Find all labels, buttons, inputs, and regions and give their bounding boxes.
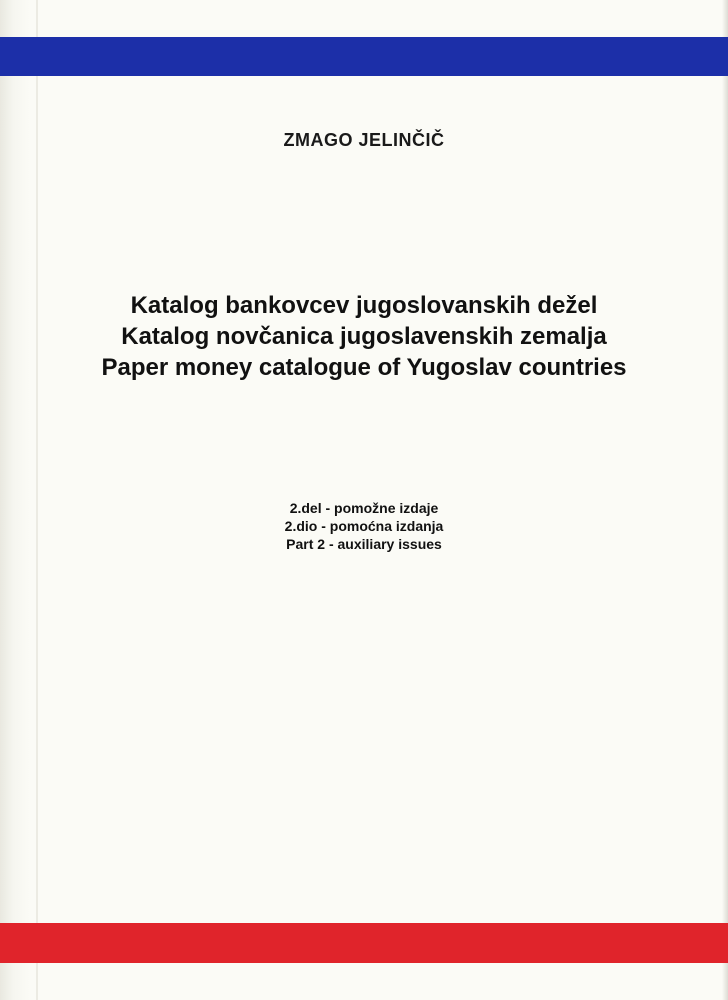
title-croatian: Katalog novčanica jugoslavenskih zemalja <box>121 323 607 350</box>
blue-stripe <box>0 37 728 76</box>
subtitle-block <box>0 499 728 553</box>
subtitle-english: Part 2 - auxiliary issues <box>286 536 442 552</box>
title-slovenian: Katalog bankovcev jugoslovanskih dežel <box>130 292 598 319</box>
subtitle-croatian: 2.dio - pomoćna izdanja <box>284 518 444 534</box>
red-stripe <box>0 923 728 963</box>
title-block <box>0 290 728 383</box>
title-english: Paper money catalogue of Yugoslav countries <box>101 354 627 381</box>
subtitle-slovenian: 2.del - pomožne izdaje <box>289 500 439 516</box>
author-name: ZMAGO JELINČIČ <box>283 130 445 150</box>
